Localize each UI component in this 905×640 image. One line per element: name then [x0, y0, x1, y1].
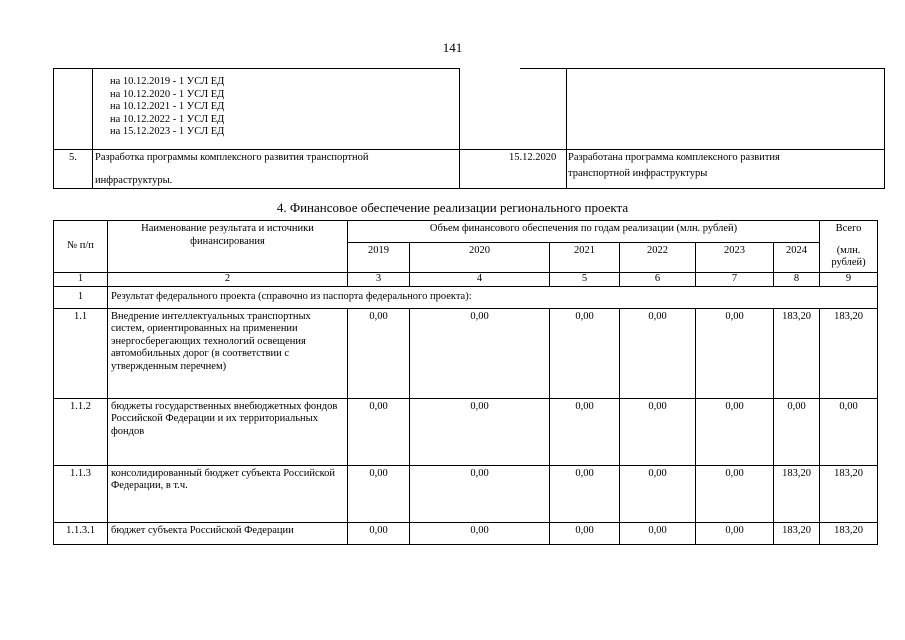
row-value: 0,00 — [410, 522, 550, 544]
header-year: 2023 — [696, 243, 774, 273]
row5-date: 15.12.2020 — [509, 152, 557, 163]
row-num: 1.1 — [54, 308, 108, 398]
row-value: 0,00 — [550, 522, 620, 544]
row-name: консолидированный бюджет субъекта Российской Федерации, в т.ч. — [108, 465, 348, 522]
index-cell: 8 — [774, 272, 820, 286]
row-value: 0,00 — [348, 308, 410, 398]
index-cell: 6 — [620, 272, 696, 286]
index-cell: 2 — [108, 272, 348, 286]
row-value: 0,00 — [550, 465, 620, 522]
table-row — [54, 465, 878, 522]
date-item: на 10.12.2022 - 1 УСЛ ЕД — [110, 113, 225, 125]
index-cell: 5 — [550, 272, 620, 286]
table-row — [54, 398, 878, 465]
row-value: 0,00 — [620, 398, 696, 465]
date-item: на 10.12.2019 - 1 УСЛ ЕД — [110, 76, 225, 87]
row-value: 0,00 — [348, 398, 410, 465]
header-year: 2022 — [620, 243, 696, 273]
header-name: Наименование результата и источники финансирования — [108, 221, 348, 273]
row-value: 0,00 — [696, 398, 774, 465]
row-name: бюджет субъекта Российской Федерации — [108, 522, 348, 544]
row5-result-line1: Разработана программа комплексного развития — [568, 152, 780, 163]
row-value: 0,00 — [410, 398, 550, 465]
row-value: 183,20 — [820, 522, 878, 544]
index-cell: 1 — [54, 272, 108, 286]
header-total-unit: (млн. рублей) — [820, 243, 878, 273]
dates-list — [110, 76, 224, 139]
row5-name-line2: инфраструктуры. — [95, 175, 173, 186]
index-cell: 7 — [696, 272, 774, 286]
table-row — [54, 308, 878, 398]
section-row-num: 1 — [54, 286, 108, 308]
date-item: на 10.12.2021 - 1 УСЛ ЕД — [110, 101, 225, 112]
header-year: 2021 — [550, 243, 620, 273]
section-title: 4. Финансовое обеспечение реализации регионального проекта — [276, 200, 629, 215]
financing-table — [53, 220, 878, 545]
row-value: 183,20 — [774, 522, 820, 544]
row-value: 0,00 — [410, 465, 550, 522]
index-row — [54, 272, 878, 286]
section-row — [54, 286, 878, 308]
index-cell: 3 — [348, 272, 410, 286]
table-row — [54, 522, 878, 544]
row-value: 0,00 — [696, 465, 774, 522]
row-num: 1.1.3 — [54, 465, 108, 522]
row5-name-line1: Разработка программы комплексного развития транспортной — [95, 152, 369, 163]
row-value: 183,20 — [820, 308, 878, 398]
header-total: Всего — [820, 221, 878, 243]
row-value: 0,00 — [696, 522, 774, 544]
page-number: 141 — [442, 40, 463, 55]
row5-result-line2: транспортной инфраструктуры — [568, 168, 708, 179]
section-row-text: Результат федерального проекта (справочно из паспорта федерального проекта): — [108, 286, 878, 308]
row-value: 0,00 — [348, 522, 410, 544]
row-value: 0,00 — [820, 398, 878, 465]
row-value: 183,20 — [774, 308, 820, 398]
date-item: на 15.12.2023 - 1 УСЛ ЕД — [110, 126, 225, 137]
row-value: 0,00 — [620, 522, 696, 544]
header-year: 2019 — [348, 243, 410, 273]
row-value: 0,00 — [620, 308, 696, 398]
header-year: 2024 — [774, 243, 820, 273]
row-value: 0,00 — [774, 398, 820, 465]
row-name: Внедрение интеллектуальных транспортных систем, ориентированных на применении энергосберегающих технологий освещения автомобильных дорог (в соответствии с утвержденным перечнем) — [108, 308, 348, 398]
row-name: бюджеты государственных внебюджетных фондов Российской Федерации и их территориальных фондов — [108, 398, 348, 465]
row-value: 0,00 — [696, 308, 774, 398]
row-value: 0,00 — [550, 308, 620, 398]
row-value: 0,00 — [550, 398, 620, 465]
header-year: 2020 — [410, 243, 550, 273]
row5-num: 5. — [69, 152, 77, 163]
index-cell: 9 — [820, 272, 878, 286]
row-num: 1.1.2 — [54, 398, 108, 465]
row-value: 183,20 — [774, 465, 820, 522]
row-value: 0,00 — [620, 465, 696, 522]
header-num: № п/п — [54, 221, 108, 273]
header-volume: Объем финансового обеспечения по годам реализации (млн. рублей) — [348, 221, 820, 243]
row-value: 0,00 — [410, 308, 550, 398]
index-cell: 4 — [410, 272, 550, 286]
row-value: 0,00 — [348, 465, 410, 522]
date-item: на 10.12.2020 - 1 УСЛ ЕД — [110, 88, 225, 100]
row-value: 183,20 — [820, 465, 878, 522]
row-num: 1.1.3.1 — [54, 522, 108, 544]
